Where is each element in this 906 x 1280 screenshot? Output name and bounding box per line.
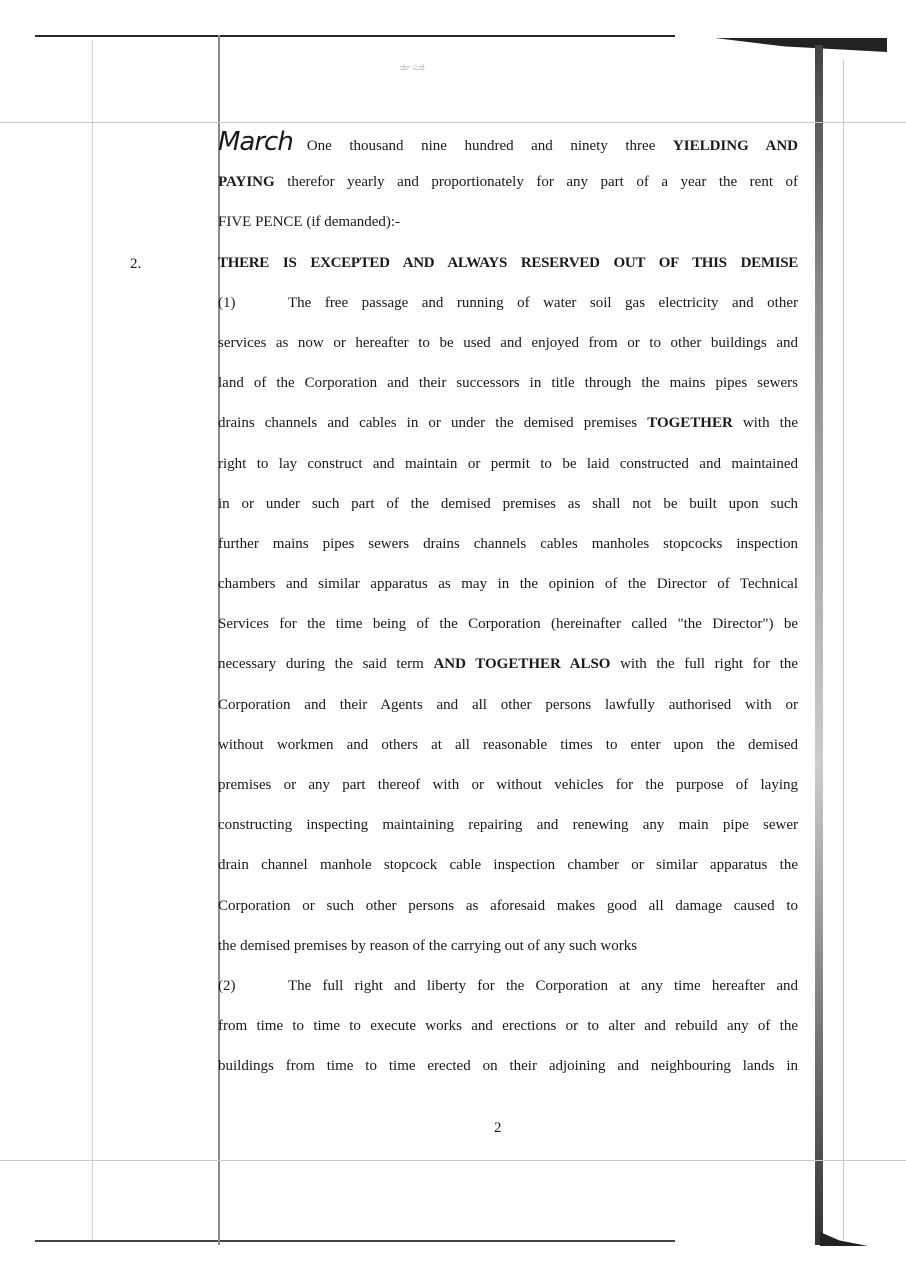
- text-line-5: (1) The free passage and running of water soil gas electricity and other: [218, 283, 798, 323]
- clause-heading: THERE IS EXCEPTED AND ALWAYS RESERVED OUT OF THIS DEMISE: [218, 254, 798, 271]
- text-line-14: necessary during the said term AND TOGETHER ALSO with the full right for the: [218, 656, 798, 673]
- scan-fold-bottom: [0, 1160, 906, 1161]
- scan-rule-right: [843, 60, 844, 1240]
- page-number: 2: [494, 1120, 502, 1136]
- text-line-1: March One thousand nine hundred and ninety three YIELDING AND: [218, 127, 798, 157]
- document-body: [218, 122, 798, 1087]
- text-line-18: constructing inspecting maintaining repairing and renewing any main pipe sewer: [218, 817, 798, 834]
- text-line-9: right to lay construct and maintain or permit to be laid constructed and maintained: [218, 455, 798, 472]
- text-line-7: land of the Corporation and their successors in title through the mains pipes sewers: [218, 375, 798, 392]
- text-line-11: further mains pipes sewers drains channels cables manholes stopcocks inspection: [218, 535, 798, 552]
- sub-clause-2-number: (2): [218, 977, 236, 994]
- scan-edge-bottom-right: [820, 1232, 868, 1246]
- sub-clause-1-number: (1): [218, 294, 236, 311]
- scan-edge-top-right: [715, 38, 887, 52]
- text-line-21: the demised premises by reason of the carrying out of any such works: [218, 937, 638, 954]
- handwritten-month: March: [218, 127, 293, 157]
- text-line-23: from time to time to execute works and erections or to alter and rebuild any of the: [218, 1018, 798, 1035]
- scan-edge-bottom: [35, 1240, 675, 1242]
- text-line-19: drain channel manhole stopcock cable inspection chamber or similar apparatus the: [218, 857, 798, 874]
- text-line-2: PAYING therefor yearly and proportionately for any part of a year the rent of: [218, 174, 798, 191]
- text-line-16: without workmen and others at all reasonable times to enter upon the demised: [218, 736, 798, 753]
- text-line-8: drains channels and cables in or under the demised premises TOGETHER with the: [218, 415, 798, 432]
- text-line-15: Corporation and their Agents and all other persons lawfully authorised with or: [218, 696, 798, 713]
- text-line-20: Corporation or such other persons as aforesaid makes good all damage caused to: [218, 897, 798, 914]
- text-line-24: buildings from time to time erected on their adjoining and neighbouring lands in: [218, 1058, 798, 1075]
- text-line-13: Services for the time being of the Corporation (hereinafter called "the Director") be: [218, 616, 798, 633]
- scan-edge-top: [35, 35, 675, 37]
- margin-rule-left: [92, 40, 93, 1240]
- text-line-22: (2) The full right and liberty for the Corporation at any time hereafter and: [218, 966, 798, 1006]
- text-line-6: services as now or hereafter to be used and enjoyed from or to other buildings and: [218, 334, 798, 351]
- text-line-3: FIVE PENCE (if demanded):-: [218, 214, 401, 231]
- text-line-12: chambers and similar apparatus as may in the opinion of the Director of Technical: [218, 576, 798, 593]
- text-line-17: premises or any part thereof with or without vehicles for the purpose of laying: [218, 777, 798, 793]
- clause-number: 2.: [130, 256, 142, 272]
- text-line-10: in or under such part of the demised premises as shall not be built upon such: [218, 495, 798, 512]
- scan-edge-right: [815, 45, 823, 1245]
- header-mark: ರ್ಜಿ ಎಜಿ: [400, 62, 425, 72]
